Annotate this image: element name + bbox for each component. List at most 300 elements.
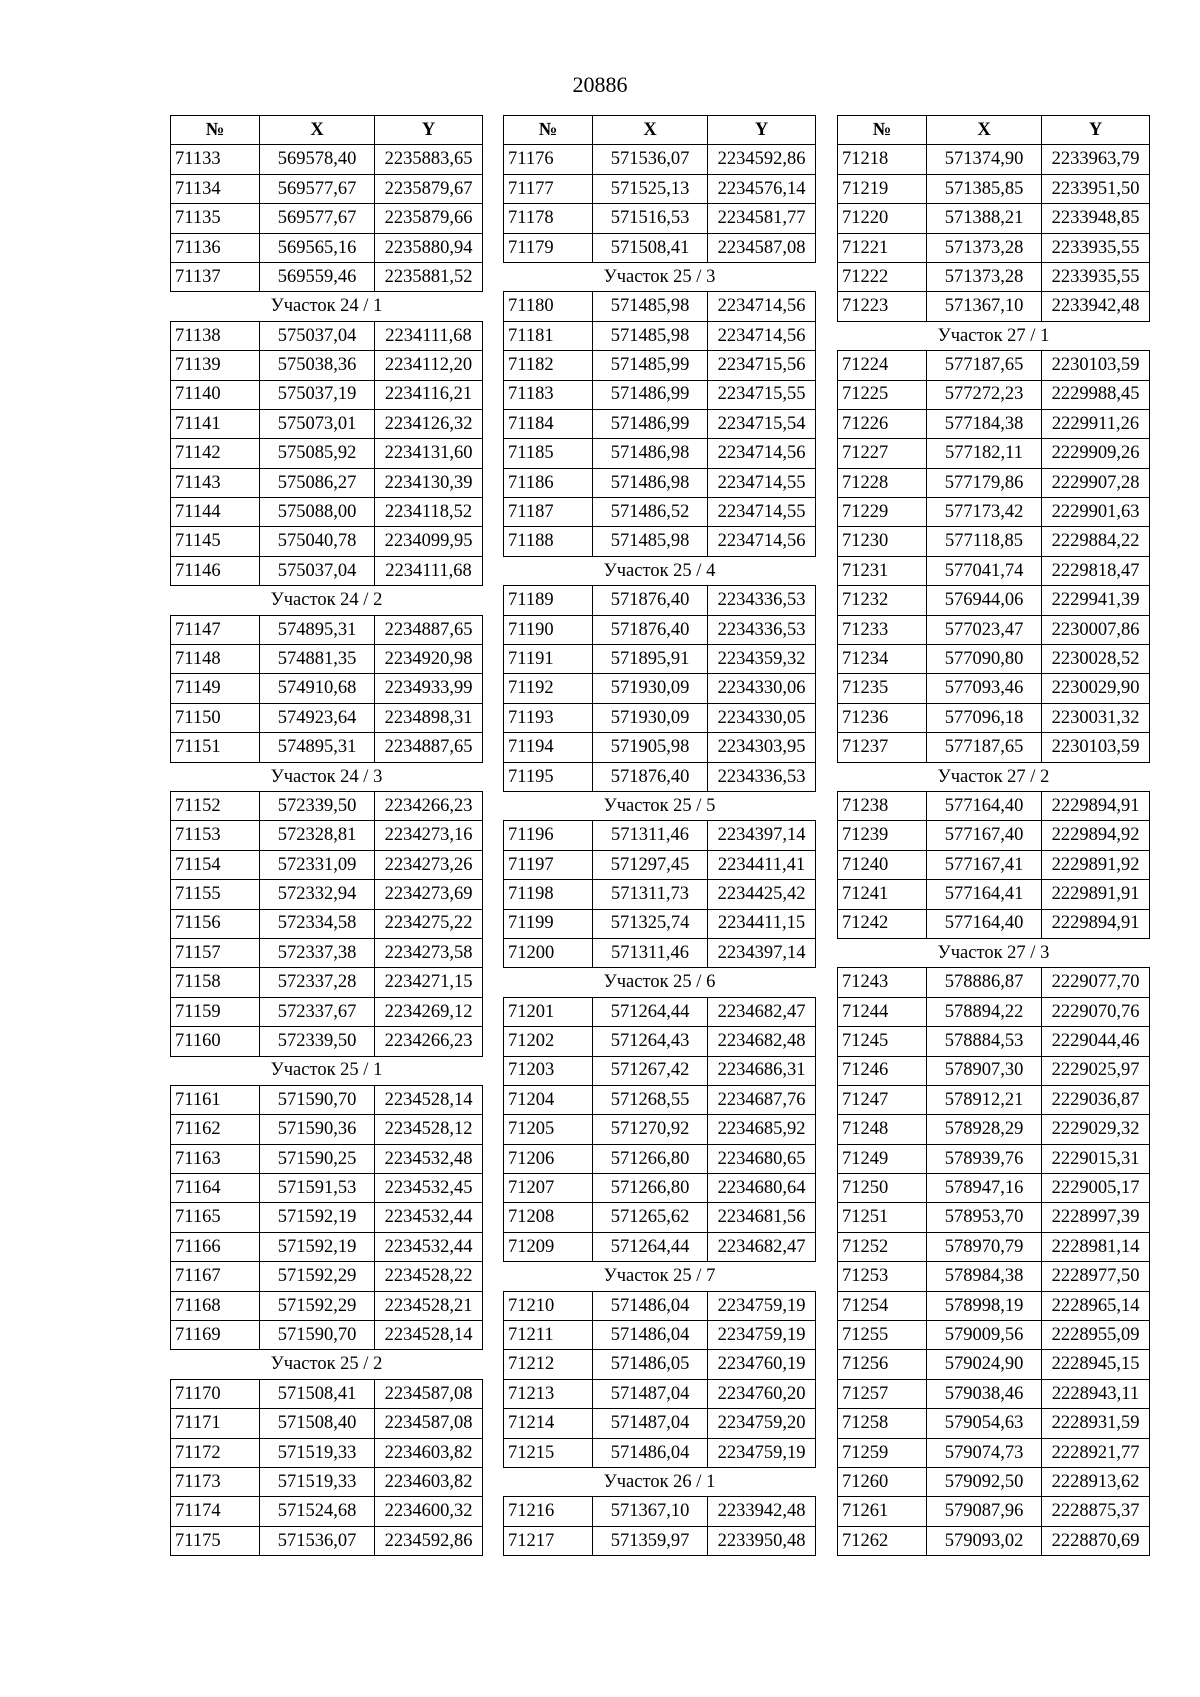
table-row — [504, 615, 816, 644]
coord-x: 579074,73 — [927, 1438, 1042, 1467]
coord-x: 577167,41 — [927, 850, 1042, 879]
point-number: 71146 — [171, 556, 260, 585]
table-row — [504, 1085, 816, 1114]
coord-x: 575038,36 — [260, 351, 375, 380]
point-number: 71230 — [838, 527, 927, 556]
table-row — [838, 1203, 1150, 1232]
coord-x: 571592,19 — [260, 1232, 375, 1261]
coord-x: 572339,50 — [260, 1027, 375, 1056]
table-row — [171, 1291, 483, 1320]
table-row — [838, 204, 1150, 233]
coord-y: 2228913,62 — [1042, 1467, 1150, 1496]
table-header-row — [171, 116, 483, 145]
table-row — [504, 380, 816, 409]
point-number: 71209 — [504, 1232, 593, 1261]
point-number: 71245 — [838, 1027, 927, 1056]
table-row — [171, 351, 483, 380]
coord-y: 2233948,85 — [1042, 204, 1150, 233]
coord-x: 572334,58 — [260, 909, 375, 938]
table-row — [171, 409, 483, 438]
point-number: 71204 — [504, 1085, 593, 1114]
coord-y: 2234592,86 — [375, 1526, 483, 1555]
coord-x: 569565,16 — [260, 233, 375, 262]
point-number: 71199 — [504, 909, 593, 938]
section-row — [838, 938, 1150, 967]
coord-x: 571374,90 — [927, 145, 1042, 174]
coord-x: 579024,90 — [927, 1350, 1042, 1379]
coord-y: 2233935,55 — [1042, 233, 1150, 262]
coord-y: 2229029,32 — [1042, 1115, 1150, 1144]
table-row — [171, 791, 483, 820]
coord-x: 572332,94 — [260, 880, 375, 909]
point-number: 71149 — [171, 674, 260, 703]
coord-y: 2234715,54 — [708, 409, 816, 438]
coord-x: 571267,42 — [593, 1056, 708, 1085]
coord-y: 2234760,19 — [708, 1350, 816, 1379]
table-row — [838, 380, 1150, 409]
coord-x: 571297,45 — [593, 850, 708, 879]
coord-y: 2229077,70 — [1042, 968, 1150, 997]
point-number: 71145 — [171, 527, 260, 556]
point-number: 71236 — [838, 703, 927, 732]
coord-x: 571516,53 — [593, 204, 708, 233]
header-number: № — [504, 116, 593, 145]
table-row — [171, 262, 483, 291]
section-title: Участок 24 / 1 — [171, 292, 483, 321]
coord-x: 572337,28 — [260, 968, 375, 997]
point-number: 71246 — [838, 1056, 927, 1085]
coord-x: 571485,98 — [593, 527, 708, 556]
table-row — [504, 909, 816, 938]
point-number: 71201 — [504, 997, 593, 1026]
coord-x: 571486,04 — [593, 1321, 708, 1350]
table-row — [504, 938, 816, 967]
point-number: 71151 — [171, 733, 260, 762]
table-row — [504, 351, 816, 380]
point-number: 71249 — [838, 1144, 927, 1173]
point-number: 71196 — [504, 821, 593, 850]
coord-y: 2234715,55 — [708, 380, 816, 409]
point-number: 71200 — [504, 938, 593, 967]
table-row — [838, 292, 1150, 321]
coord-y: 2234266,23 — [375, 791, 483, 820]
coord-y: 2234587,08 — [375, 1379, 483, 1408]
coordinates-table-3 — [837, 115, 1150, 1556]
table-row — [504, 880, 816, 909]
point-number: 71190 — [504, 615, 593, 644]
table-row — [171, 556, 483, 585]
point-number: 71217 — [504, 1526, 593, 1555]
point-number: 71234 — [838, 645, 927, 674]
coord-y: 2233950,48 — [708, 1526, 816, 1555]
table-row — [838, 909, 1150, 938]
point-number: 71221 — [838, 233, 927, 262]
coord-y: 2234887,65 — [375, 733, 483, 762]
coord-y: 2229911,26 — [1042, 409, 1150, 438]
point-number: 71208 — [504, 1203, 593, 1232]
coord-x: 571486,52 — [593, 498, 708, 527]
coord-y: 2228931,59 — [1042, 1409, 1150, 1438]
point-number: 71248 — [838, 1115, 927, 1144]
point-number: 71237 — [838, 733, 927, 762]
point-number: 71147 — [171, 615, 260, 644]
point-number: 71136 — [171, 233, 260, 262]
point-number: 71155 — [171, 880, 260, 909]
coord-x: 571508,41 — [593, 233, 708, 262]
point-number: 71202 — [504, 1027, 593, 1056]
coord-x: 571930,09 — [593, 703, 708, 732]
table-row — [171, 938, 483, 967]
point-number: 71233 — [838, 615, 927, 644]
coord-y: 2234411,41 — [708, 850, 816, 879]
coord-x: 574881,35 — [260, 645, 375, 674]
coord-x: 571592,29 — [260, 1262, 375, 1291]
table-row — [171, 204, 483, 233]
point-number: 71223 — [838, 292, 927, 321]
coord-x: 578998,19 — [927, 1291, 1042, 1320]
coord-x: 571388,21 — [927, 204, 1042, 233]
table-row — [171, 174, 483, 203]
point-number: 71183 — [504, 380, 593, 409]
coord-y: 2234687,76 — [708, 1085, 816, 1114]
section-row — [504, 1467, 816, 1496]
header-y: Y — [375, 116, 483, 145]
point-number: 71207 — [504, 1174, 593, 1203]
coord-x: 569559,46 — [260, 262, 375, 291]
point-number: 71153 — [171, 821, 260, 850]
coord-x: 572337,38 — [260, 938, 375, 967]
section-row — [504, 1262, 816, 1291]
table-row — [504, 733, 816, 762]
coord-y: 2229891,92 — [1042, 850, 1150, 879]
section-title: Участок 25 / 7 — [504, 1262, 816, 1291]
section-row — [504, 791, 816, 820]
point-number: 71138 — [171, 321, 260, 350]
coord-x: 571485,99 — [593, 351, 708, 380]
table-row — [171, 909, 483, 938]
point-number: 71135 — [171, 204, 260, 233]
section-row — [838, 762, 1150, 791]
table-row — [504, 1526, 816, 1555]
point-number: 71238 — [838, 791, 927, 820]
coord-x: 571311,73 — [593, 880, 708, 909]
point-number: 71218 — [838, 145, 927, 174]
point-number: 71192 — [504, 674, 593, 703]
coord-y: 2228870,69 — [1042, 1526, 1150, 1555]
coord-y: 2228965,14 — [1042, 1291, 1150, 1320]
point-number: 71242 — [838, 909, 927, 938]
table-row — [838, 1056, 1150, 1085]
table-row — [504, 1027, 816, 1056]
coord-x: 577093,46 — [927, 674, 1042, 703]
point-number: 71257 — [838, 1379, 927, 1408]
coord-x: 574895,31 — [260, 733, 375, 762]
coord-x: 571268,55 — [593, 1085, 708, 1114]
coord-x: 571265,62 — [593, 1203, 708, 1232]
coord-y: 2234336,53 — [708, 762, 816, 791]
coord-y: 2234130,39 — [375, 468, 483, 497]
coord-x: 577167,40 — [927, 821, 1042, 850]
coord-y: 2234273,69 — [375, 880, 483, 909]
coord-y: 2230103,59 — [1042, 733, 1150, 762]
table-row — [504, 1232, 816, 1261]
coord-y: 2234126,32 — [375, 409, 483, 438]
point-number: 71184 — [504, 409, 593, 438]
coord-y: 2234682,48 — [708, 1027, 816, 1056]
table-row — [504, 321, 816, 350]
table-row — [504, 1115, 816, 1144]
table-row — [838, 468, 1150, 497]
point-number: 71205 — [504, 1115, 593, 1144]
section-title: Участок 25 / 4 — [504, 556, 816, 585]
coord-x: 578912,21 — [927, 1085, 1042, 1114]
coord-x: 577187,65 — [927, 733, 1042, 762]
coord-y: 2235883,65 — [375, 145, 483, 174]
coord-y: 2234592,86 — [708, 145, 816, 174]
coord-x: 572331,09 — [260, 850, 375, 879]
point-number: 71250 — [838, 1174, 927, 1203]
coord-y: 2229884,22 — [1042, 527, 1150, 556]
coord-y: 2229891,91 — [1042, 880, 1150, 909]
table-row — [171, 997, 483, 1026]
table-row — [171, 1262, 483, 1291]
coord-y: 2234715,56 — [708, 351, 816, 380]
coord-x: 577179,86 — [927, 468, 1042, 497]
table-row — [504, 1174, 816, 1203]
table-row — [838, 1262, 1150, 1291]
coord-y: 2234898,31 — [375, 703, 483, 732]
point-number: 71160 — [171, 1027, 260, 1056]
coord-x: 579054,63 — [927, 1409, 1042, 1438]
point-number: 71152 — [171, 791, 260, 820]
table-row — [838, 1027, 1150, 1056]
table-row — [838, 615, 1150, 644]
coord-y: 2234112,20 — [375, 351, 483, 380]
point-number: 71180 — [504, 292, 593, 321]
table-row — [171, 1379, 483, 1408]
table-row — [838, 1174, 1150, 1203]
table-row — [838, 850, 1150, 879]
coord-x: 571264,44 — [593, 997, 708, 1026]
table-row — [171, 968, 483, 997]
point-number: 71143 — [171, 468, 260, 497]
point-number: 71142 — [171, 439, 260, 468]
point-number: 71154 — [171, 850, 260, 879]
point-number: 71175 — [171, 1526, 260, 1555]
coord-x: 571367,10 — [593, 1497, 708, 1526]
coord-x: 571525,13 — [593, 174, 708, 203]
coord-x: 575040,78 — [260, 527, 375, 556]
point-number: 71139 — [171, 351, 260, 380]
coord-x: 571325,74 — [593, 909, 708, 938]
coord-x: 571373,28 — [927, 233, 1042, 262]
point-number: 71176 — [504, 145, 593, 174]
point-number: 71134 — [171, 174, 260, 203]
table-row — [838, 997, 1150, 1026]
table-row — [171, 1085, 483, 1114]
coord-y: 2234682,47 — [708, 997, 816, 1026]
coord-x: 577164,40 — [927, 909, 1042, 938]
coord-x: 579092,50 — [927, 1467, 1042, 1496]
coord-y: 2234275,22 — [375, 909, 483, 938]
table-row — [504, 997, 816, 1026]
page-number: 20886 — [572, 72, 628, 97]
point-number: 71179 — [504, 233, 593, 262]
coord-y: 2234528,14 — [375, 1085, 483, 1114]
section-title: Участок 27 / 1 — [838, 321, 1150, 350]
coord-x: 578928,29 — [927, 1115, 1042, 1144]
header-number: № — [838, 116, 927, 145]
point-number: 71215 — [504, 1438, 593, 1467]
table-row — [838, 409, 1150, 438]
header-x: X — [260, 116, 375, 145]
coord-x: 577187,65 — [927, 351, 1042, 380]
coord-x: 578886,87 — [927, 968, 1042, 997]
table-row — [838, 351, 1150, 380]
section-row — [504, 556, 816, 585]
coord-x: 578984,38 — [927, 1262, 1042, 1291]
point-number: 71170 — [171, 1379, 260, 1408]
coord-x: 575086,27 — [260, 468, 375, 497]
table-row — [504, 1350, 816, 1379]
coord-y: 2229818,47 — [1042, 556, 1150, 585]
point-number: 71165 — [171, 1203, 260, 1232]
coord-y: 2234411,15 — [708, 909, 816, 938]
coord-y: 2234714,56 — [708, 292, 816, 321]
table-row — [504, 409, 816, 438]
coord-x: 571311,46 — [593, 938, 708, 967]
coord-y: 2234528,22 — [375, 1262, 483, 1291]
table-row — [504, 145, 816, 174]
table-row — [838, 1526, 1150, 1555]
table-row — [504, 1291, 816, 1320]
coord-x: 575088,00 — [260, 498, 375, 527]
coord-x: 576944,06 — [927, 586, 1042, 615]
point-number: 71261 — [838, 1497, 927, 1526]
table-row — [838, 439, 1150, 468]
point-number: 71259 — [838, 1438, 927, 1467]
point-number: 71224 — [838, 351, 927, 380]
table-row — [504, 439, 816, 468]
coord-x: 575085,92 — [260, 439, 375, 468]
table-row — [171, 880, 483, 909]
coord-y: 2229941,39 — [1042, 586, 1150, 615]
point-number: 71211 — [504, 1321, 593, 1350]
point-number: 71227 — [838, 439, 927, 468]
table-row — [171, 1174, 483, 1203]
coord-y: 2229894,91 — [1042, 909, 1150, 938]
section-row — [504, 968, 816, 997]
point-number: 71171 — [171, 1409, 260, 1438]
coord-x: 577096,18 — [927, 703, 1042, 732]
table-row — [838, 821, 1150, 850]
coord-y: 2234273,16 — [375, 821, 483, 850]
coord-y: 2234131,60 — [375, 439, 483, 468]
table-row — [171, 1115, 483, 1144]
point-number: 71185 — [504, 439, 593, 468]
coord-y: 2234528,12 — [375, 1115, 483, 1144]
coord-x: 571486,99 — [593, 380, 708, 409]
point-number: 71229 — [838, 498, 927, 527]
coord-y: 2230103,59 — [1042, 351, 1150, 380]
table-row — [504, 1056, 816, 1085]
coord-y: 2234532,45 — [375, 1174, 483, 1203]
coord-y: 2234397,14 — [708, 938, 816, 967]
point-number: 71251 — [838, 1203, 927, 1232]
point-number: 71191 — [504, 645, 593, 674]
coord-x: 577272,23 — [927, 380, 1042, 409]
point-number: 71258 — [838, 1409, 927, 1438]
table-row — [171, 821, 483, 850]
point-number: 71203 — [504, 1056, 593, 1085]
coord-y: 2230029,90 — [1042, 674, 1150, 703]
section-row — [504, 262, 816, 291]
coord-x: 575073,01 — [260, 409, 375, 438]
table-row — [838, 968, 1150, 997]
point-number: 71164 — [171, 1174, 260, 1203]
point-number: 71235 — [838, 674, 927, 703]
point-number: 71247 — [838, 1085, 927, 1114]
coord-y: 2228945,15 — [1042, 1350, 1150, 1379]
coord-x: 578884,53 — [927, 1027, 1042, 1056]
point-number: 71260 — [838, 1467, 927, 1496]
coord-y: 2229036,87 — [1042, 1085, 1150, 1114]
point-number: 71169 — [171, 1321, 260, 1350]
section-title: Участок 25 / 3 — [504, 262, 816, 291]
coord-y: 2234425,42 — [708, 880, 816, 909]
table-row — [171, 1409, 483, 1438]
table-row — [838, 1379, 1150, 1408]
coord-x: 571590,36 — [260, 1115, 375, 1144]
coord-x: 571487,04 — [593, 1379, 708, 1408]
coord-y: 2234603,82 — [375, 1438, 483, 1467]
coord-x: 571590,25 — [260, 1144, 375, 1173]
point-number: 71226 — [838, 409, 927, 438]
coord-x: 571486,04 — [593, 1438, 708, 1467]
point-number: 71178 — [504, 204, 593, 233]
coord-x: 574895,31 — [260, 615, 375, 644]
coord-x: 579093,02 — [927, 1526, 1042, 1555]
coord-y: 2234118,52 — [375, 498, 483, 527]
coord-y: 2229907,28 — [1042, 468, 1150, 497]
coord-y: 2234714,56 — [708, 439, 816, 468]
coord-y: 2234336,53 — [708, 586, 816, 615]
coord-y: 2234714,55 — [708, 498, 816, 527]
coord-x: 571591,53 — [260, 1174, 375, 1203]
table-row — [838, 1085, 1150, 1114]
coord-y: 2233942,48 — [708, 1497, 816, 1526]
table-row — [171, 1497, 483, 1526]
point-number: 71182 — [504, 351, 593, 380]
coord-y: 2229894,91 — [1042, 791, 1150, 820]
table-row — [838, 645, 1150, 674]
point-number: 71254 — [838, 1291, 927, 1320]
point-number: 71220 — [838, 204, 927, 233]
coord-y: 2234714,56 — [708, 527, 816, 556]
coord-x: 571930,09 — [593, 674, 708, 703]
table-row — [171, 1232, 483, 1261]
table-row — [838, 1438, 1150, 1467]
table-row — [171, 1203, 483, 1232]
point-number: 71213 — [504, 1379, 593, 1408]
point-number: 71262 — [838, 1526, 927, 1555]
table-row — [504, 703, 816, 732]
table-row — [838, 145, 1150, 174]
coord-x: 578939,76 — [927, 1144, 1042, 1173]
coord-y: 2228981,14 — [1042, 1232, 1150, 1261]
table-row — [838, 1409, 1150, 1438]
table-row — [504, 292, 816, 321]
